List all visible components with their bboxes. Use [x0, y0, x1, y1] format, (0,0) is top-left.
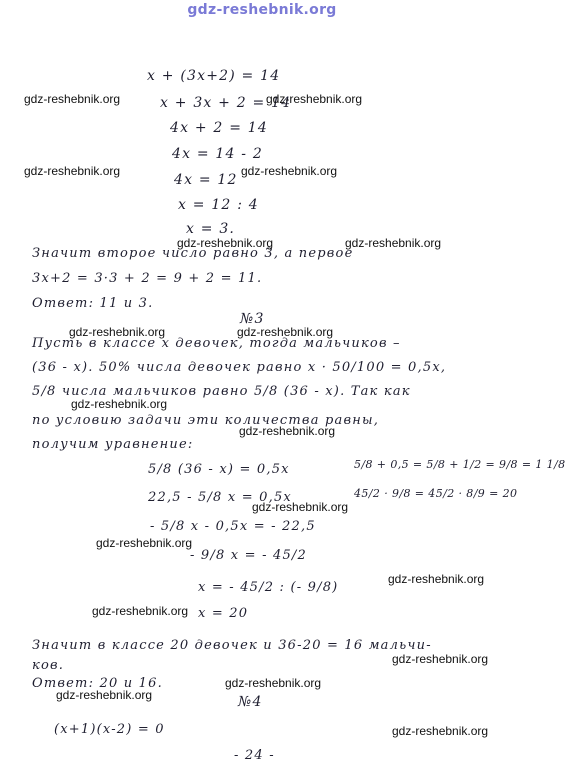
- equation-line-6: x = 12 : 4: [178, 197, 259, 213]
- equation-line-5: 4x = 12: [174, 172, 238, 188]
- watermark: gdz-reshebnik.org: [225, 676, 322, 690]
- text-line-5: получим уравнение:: [32, 437, 194, 452]
- watermark: gdz-reshebnik.org: [96, 536, 193, 550]
- watermark: gdz-reshebnik.org: [92, 604, 189, 618]
- text-line-2: (36 - x). 50% числа девочек равно x · 50/100 = 0,5x,: [32, 360, 447, 375]
- watermark: gdz-reshebnik.org: [252, 500, 349, 514]
- conclusion-line-3: Значит в классе 20 девочек и 36-20 = 16 мальчи-: [32, 638, 432, 653]
- watermark: gdz-reshebnik.org: [266, 92, 363, 106]
- watermark: gdz-reshebnik.org: [24, 164, 121, 178]
- watermark: gdz-reshebnik.org: [241, 164, 338, 178]
- watermark: gdz-reshebnik.org: [56, 688, 153, 702]
- equation-line-13: x = 20: [198, 606, 249, 621]
- problem-number-4: №4: [238, 694, 263, 710]
- equation-line-7: x = 3.: [186, 221, 236, 237]
- conclusion-line-2: 3x+2 = 3·3 + 2 = 9 + 2 = 11.: [32, 271, 263, 286]
- watermark: gdz-reshebnik.org: [24, 92, 121, 106]
- answer-line-1: Ответ: 11 и 3.: [32, 296, 154, 311]
- watermark: gdz-reshebnik.org: [71, 397, 168, 411]
- text-line-3: 5/8 числа мальчиков равно 5/8 (36 - x). Так как: [32, 384, 411, 399]
- watermark: gdz-reshebnik.org: [237, 325, 334, 339]
- watermark: gdz-reshebnik.org: [345, 236, 442, 250]
- equation-line-10: - 5/8 x - 0,5x = - 22,5: [150, 519, 316, 534]
- problem-number-3: №3: [240, 311, 265, 327]
- equation-line-14: (x+1)(x-2) = 0: [54, 722, 165, 737]
- watermark: gdz-reshebnik.org: [392, 652, 489, 666]
- answer-line-2: Ответ: 20 и 16.: [32, 676, 163, 691]
- text-line-4: по условию задачи эти количества равны,: [32, 413, 380, 428]
- watermark: gdz-reshebnik.org: [388, 572, 485, 586]
- watermark: gdz-reshebnik.org: [392, 724, 489, 738]
- equation-line-11: - 9/8 x = - 45/2: [190, 548, 307, 563]
- equation-line-2: x + 3x + 2 = 14: [160, 95, 292, 111]
- text-line-1: Пусть в классе x девочек, тогда мальчиков –: [32, 336, 401, 351]
- conclusion-line-4: ков.: [32, 658, 65, 673]
- equation-line-12: x = - 45/2 : (- 9/8): [198, 580, 339, 595]
- watermark: gdz-reshebnik.org: [239, 424, 336, 438]
- equation-line-3: 4x + 2 = 14: [170, 120, 268, 136]
- equation-line-1: x + (3x+2) = 14: [147, 68, 281, 84]
- page-number: - 24 -: [234, 748, 275, 763]
- equation-line-4: 4x = 14 - 2: [172, 146, 263, 162]
- equation-line-8: 5/8 (36 - x) = 0,5x: [148, 462, 290, 477]
- conclusion-line-1: Значит второе число равно 3, а первое: [32, 246, 354, 261]
- watermark: gdz-reshebnik.org: [69, 325, 166, 339]
- site-header-link[interactable]: gdz-reshebnik.org: [187, 2, 337, 18]
- equation-line-9: 22,5 - 5/8 x = 0,5x: [148, 490, 292, 505]
- side-calc-2: 45/2 · 9/8 = 45/2 · 8/9 = 20: [354, 487, 518, 500]
- side-calc-1: 5/8 + 0,5 = 5/8 + 1/2 = 9/8 = 1 1/8: [354, 458, 566, 471]
- watermark: gdz-reshebnik.org: [177, 236, 274, 250]
